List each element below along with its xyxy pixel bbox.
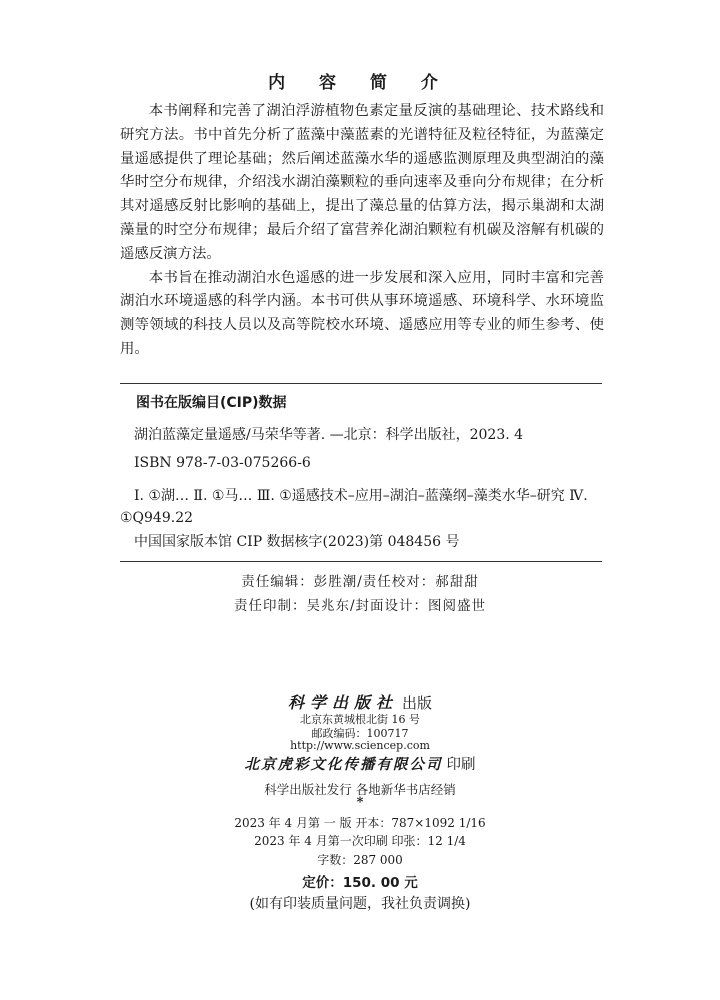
cip-record: 湖泊蓝藻定量遥感/马荣华等著. —北京：科学出版社，2023. 4: [134, 427, 524, 443]
printer-line: [0, 753, 720, 774]
abstract-paragraph-2: 本书旨在推动湖泊水色遥感的进一步发展和深入应用，同时丰富和完善湖泊水环境遥感的科学内涵。本书可供从事环境遥感、环境科学、水环境监测等领域的科技人员以及高等院校水环境、遥感应用等专业的师生参考、使用。: [120, 269, 604, 357]
printer-name: 北京虎彩文化传播有限公司: [244, 756, 443, 773]
cip-library-number: 中国国家版本馆 CIP 数据核字(2023)第 048456 号: [134, 534, 460, 550]
cip-title: 图书在版编目(CIP)数据: [136, 395, 287, 411]
publisher-suffix: 出版: [402, 694, 433, 712]
staff-line-2: 责任印制：吴兆东/封面设计：图阅盛世: [233, 598, 487, 614]
edition-line-2: 2023 年 4 月第一次印刷 印张：12 1/4: [254, 834, 466, 848]
separator-star: *: [356, 795, 364, 810]
price: 定价：150. 00 元: [302, 875, 418, 891]
staff-line-1: 责任编辑：彭胜潮/责任校对：郝甜甜: [241, 574, 479, 590]
cip-isbn: ISBN 978-7-03-075266-6: [134, 455, 311, 471]
edition-line-1: 2023 年 4 月第 一 版 开本：787×1092 1/16: [234, 816, 486, 830]
publisher-line: [0, 690, 720, 713]
distribution-line: 科学出版社发行 各地新华书店经销: [264, 782, 456, 797]
cip-classification: Ⅰ. ①湖… Ⅱ. ①马… Ⅲ. ①遥感技术–应用–湖泊–蓝藻纲–藻类水华–研究 Ⅳ. ①Q949.22: [120, 488, 588, 526]
quality-note: (如有印装质量问题，我社负责调换): [249, 896, 471, 912]
abstract: [120, 100, 604, 362]
publisher-name: 科学出版社: [287, 693, 398, 712]
word-count: 字数：287 000: [317, 853, 403, 867]
printer-suffix: 印刷: [446, 757, 476, 773]
page-title: 内 容 简 介: [268, 73, 452, 93]
divider-top: [120, 383, 602, 384]
publisher-address: 北京东黄城根北街 16 号: [300, 713, 420, 726]
divider-bottom: [120, 561, 602, 562]
publisher-postcode: 邮政编码：100717: [311, 727, 409, 740]
abstract-paragraph-1: 本书阐释和完善了湖泊浮游植物色素定量反演的基础理论、技术路线和研究方法。书中首先分析了蓝藻中藻蓝素的光谱特征及粒径特征，为蓝藻定量遥感提供了理论基础；然后阐述蓝藻水华的遥感监测原理及典型湖泊的藻华时空分布规律，介绍浅水湖泊藻颗粒的垂向速率及垂向分布规律；在分析其对遥感反射比影响的基础上，提出了藻总量的估算方法，揭示巢湖和太湖藻量的时空分布规律；最后介绍了富营养化湖泊颗粒有机碳及溶解有机碳的遥感反演方法。: [120, 103, 604, 262]
publisher-url: http://www.sciencep.com: [290, 739, 430, 752]
